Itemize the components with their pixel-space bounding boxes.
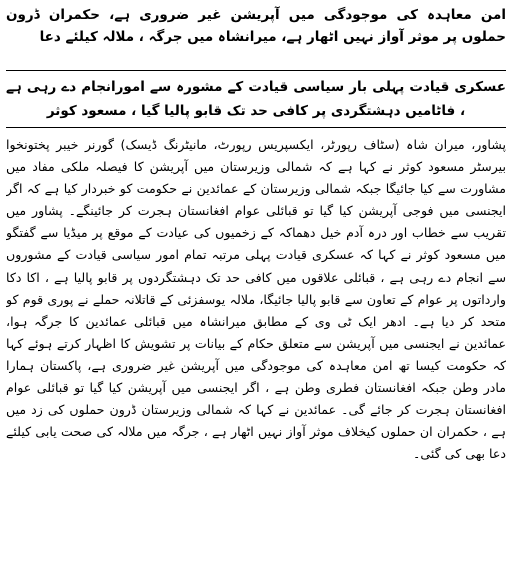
headline-divider [6,70,506,71]
subheadline-divider [6,127,506,128]
article-body: پشاور، میران شاہ (سٹاف رپورٹر، ایکسپریس رپورٹ، مانیٹرنگ ڈیسک) گورنر خیبر پختونخوا بیرسٹر مسعود کوثر نے کہا ہے کہ شمالی وزیرستان میں آپریشن کا فیصلہ ملکی مفاد میں مشاورت سے کیا جائیگا جبکہ شمالی وزیرستان کے عمائدین نے حکومت کو خبردار کیا ہے کہ اگر ایجنسی میں فوجی آپریشن کیا گیا تو قبائلی عوام افغانستان ہجرت کر جائینگے۔ پشاور میں تقریب سے خطاب اور درہ آدم خیل دھماکہ کے زخمیوں کی عیادت کے موقع پر میڈیا سے گفتگو میں مسعود کوثر نے کہا کہ عسکری قیادت پہلی مرتبہ تمام امور سیاسی قیادت کے مشوروں سے انجام دے رہی ہے ، قبائلی علاقوں میں کافی حد تک دہشتگردوں پر قابو پالیا ہے ، اکا دکا وارداتوں پر عوام کے تعاون سے قابو پالیا جائیگا، ملالہ یوسفزئی کے قاتلانہ حملے نے پوری قوم کو متحد کر دیا ہے۔ ادھر ایک ٹی وی کے مطابق میرانشاہ میں قبائلی عمائدین کا جرگہ ہوا، عمائدین نے ایجنسی میں آپریشن سے متعلق حکام کے بیانات پر تشویش کا اظہار کرتے ہوئے کہا کہ حکومت کیسا تھ امن معاہدہ کی موجودگی میں آپریشن غیر ضروری ہے، پاکستان ہمارا مادر وطن جبکہ افغانستان فطری وطن ہے ، اگر ایجنسی میں آپریشن کیا گیا تو قبائلی عوام افغانستان ہجرت کر جائے گی۔ عمائدین نے کہا کہ شمالی وزیرستان ڈرون حملوں کی زد میں ہے ، حکمران ان حملوں کیخلاف موثر آواز نہیں اٹھار ہے ، جرگہ میں ملالہ کی صحت یابی کیلئے دعا بھی کی گئی۔ [6,137,506,462]
article-headline: امن معاہدہ کی موجودگی میں آپریشن غیر ضروری ہے، حکمران ڈرون حملوں پر موثر آواز نہیں اٹھار ہے، میرانشاہ میں جرگہ ، ملالہ کیلئے دعا [6,7,506,45]
article-subheadline: عسکری قیادت پہلی بار سیاسی قیادت کے مشورہ سے امورانجام دے رہی ہے ، فاٹامیں دہشتگردی پر کافی حد تک قابو پالیا گیا ، مسعود کوثر [6,79,506,119]
